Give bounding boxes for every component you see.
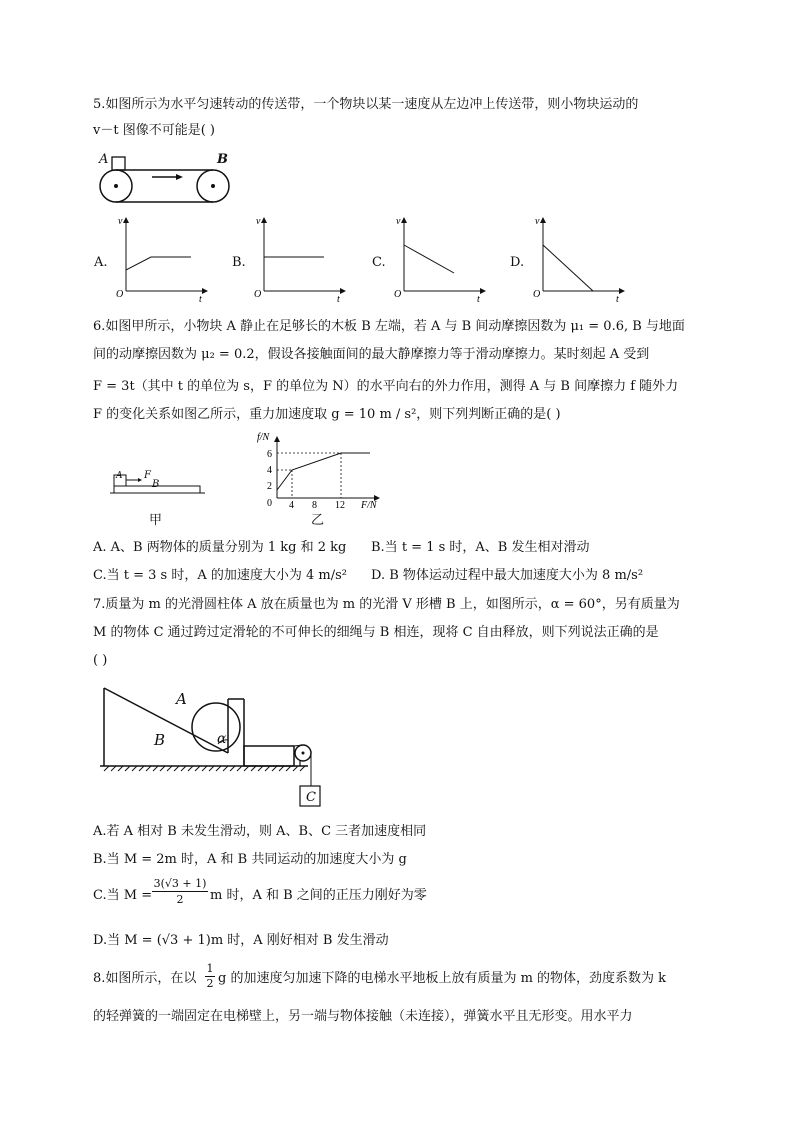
yi-y-axis-label: f/N: [257, 432, 270, 443]
q7-fig-label-b: B: [154, 731, 166, 749]
q7-option-c-prefix: C.当 M =: [93, 888, 153, 903]
axis-v: v: [535, 216, 540, 227]
q6-option-d: D. B 物体运动过程中最大加速度大小为 8 m/s²: [371, 568, 644, 583]
q6-figure-jia: [110, 473, 210, 498]
q7-stem-line1: 7.质量为 m 的光滑圆柱体 A 放在质量也为 m 的光滑 V 形槽 B 上，如图所示，α = 60°，另有质量为: [93, 597, 680, 612]
q7-option-b: B.当 M = 2m 时，A 和 B 共同运动的加速度大小为 g: [93, 852, 407, 867]
q7-option-c-numerator: 3(√3 + 1): [153, 877, 207, 890]
axis-t: t: [477, 294, 480, 305]
axis-v: v: [396, 216, 401, 227]
q6-option-b: B.当 t = 1 s 时，A、B 发生相对滑动: [371, 540, 590, 555]
q7-option-a: A.若 A 相对 B 未发生滑动，则 A、B、C 三者加速度相同: [93, 824, 427, 839]
q6-option-a: A. A、B 两物体的质量分别为 1 kg 和 2 kg: [93, 540, 347, 555]
axis-v: v: [118, 216, 123, 227]
yi-ytick-2: 2: [267, 481, 272, 492]
q7-fig-label-alpha: α: [217, 731, 227, 747]
jia-label-b: B: [152, 479, 160, 490]
q8-fraction: [205, 962, 215, 991]
axis-v: v: [256, 216, 261, 227]
q5-option-b-label: B.: [232, 255, 246, 270]
yi-x-axis-label: F/N: [361, 500, 377, 511]
q6-fig-jia-caption: 甲: [149, 513, 163, 528]
q6-fig-yi-caption: 乙: [311, 513, 325, 528]
q6-figure-yi-graph: [257, 432, 394, 511]
axis-origin: O: [394, 289, 402, 300]
q8-stem-suffix: g 的加速度匀加速下降的电梯水平地板上放有质量为 m 的物体，劲度系数为 k: [218, 971, 667, 986]
axis-origin: O: [254, 289, 262, 300]
q7-option-d: D.当 M = (√3 + 1)m 时，A 刚好相对 B 发生滑动: [93, 933, 389, 948]
q7-option-c-suffix: m 时，A 和 B 之间的正压力刚好为零: [210, 888, 427, 903]
q5-option-d-label: D.: [510, 255, 525, 270]
yi-ytick-0: 0: [267, 498, 272, 509]
yi-xtick-12: 12: [335, 500, 345, 511]
q5-graph-d: [533, 215, 623, 305]
q7-fig-label-a: A: [176, 690, 187, 708]
axis-t: t: [337, 294, 340, 305]
q5-stem-line1: 5.如图所示为水平匀速转动的传送带，一个物块以某一速度从左边冲上传送带，则小物块运动的: [93, 97, 639, 112]
q7-incline-figure: [100, 682, 340, 812]
q5-graph-b: [254, 215, 344, 305]
q5-option-c-label: C.: [372, 255, 386, 270]
q6-stem-line2: 间的动摩擦因数为 μ₂ = 0.2，假设各接触面间的最大静摩擦力等于滑动摩擦力。某时刻起 A 受到: [93, 347, 650, 362]
axis-origin: O: [533, 289, 541, 300]
q7-option-c-denominator: 2: [176, 893, 184, 906]
axis-origin: O: [116, 289, 124, 300]
jia-label-a: A: [116, 471, 123, 481]
q8-fraction-numerator: 1: [206, 962, 214, 975]
belt-label-b: B: [217, 152, 228, 167]
q8-stem-prefix: 8.如图所示，在以: [93, 971, 197, 986]
q7-stem-line3: ( ): [93, 653, 108, 668]
q6-stem-line1: 6.如图甲所示，小物块 A 静止在足够长的木板 B 左端，若 A 与 B 间动摩擦因数为 μ₁ = 0.6, B 与地面: [93, 319, 685, 334]
q5-stem-line2: v－t 图像不可能是( ): [93, 123, 215, 138]
q8-fraction-denominator: 2: [206, 977, 214, 990]
conveyor-belt-diagram: [96, 153, 236, 208]
yi-ytick-4: 4: [267, 465, 272, 476]
q5-option-a-label: A.: [94, 255, 108, 270]
jia-label-f: F: [144, 470, 151, 481]
yi-xtick-4: 4: [289, 500, 294, 511]
q6-stem-line4: F 的变化关系如图乙所示，重力加速度取 g = 10 m / s²，则下列判断正确的是( ): [93, 407, 561, 422]
q5-graph-c: [394, 215, 484, 305]
q8-stem-line2: 的轻弹簧的一端固定在电梯壁上，另一端与物体接触（未连接），弹簧水平且无形变。用水平力: [93, 1009, 633, 1024]
q6-stem-line3: F = 3t（其中 t 的单位为 s，F 的单位为 N）的水平向右的外力作用，测得 A 与 B 间摩擦力 f 随外力: [93, 379, 679, 394]
q5-graph-a: [116, 215, 206, 305]
axis-t: t: [616, 294, 619, 305]
belt-label-a: A: [99, 152, 109, 167]
q7-stem-line2: M 的物体 C 通过跨过定滑轮的不可伸长的细绳与 B 相连，现将 C 自由释放，则下列说法正确的是: [93, 625, 659, 640]
q6-option-c: C.当 t = 3 s 时，A 的加速度大小为 4 m/s²: [93, 568, 347, 583]
yi-ytick-6: 6: [267, 449, 272, 460]
q7-fig-label-c: C: [306, 790, 316, 805]
q7-option-c-fraction: [152, 876, 208, 907]
axis-t: t: [199, 294, 202, 305]
yi-xtick-8: 8: [312, 500, 317, 511]
